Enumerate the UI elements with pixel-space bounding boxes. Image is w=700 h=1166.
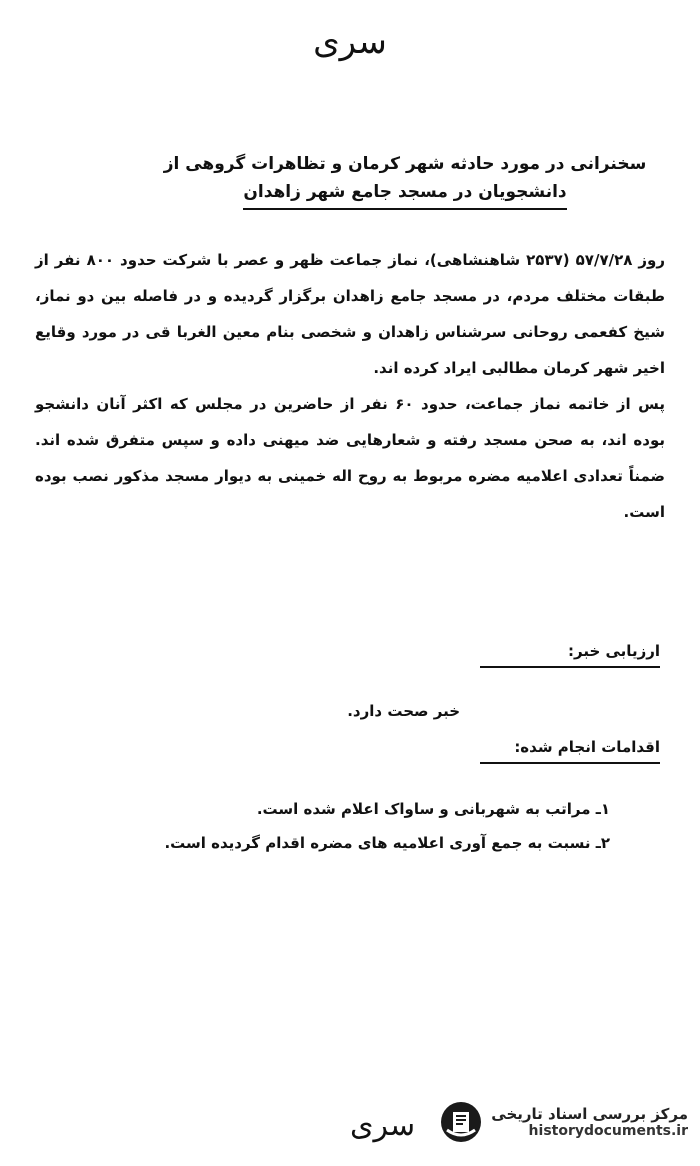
watermark <box>439 1100 688 1144</box>
classification-bottom: سری <box>350 1108 416 1143</box>
action-item: ۲ـ نسبت به جمع آوری اعلامیه های مضره اقدام گردیده است. <box>164 834 610 852</box>
action-item: ۱ـ مراتب به شهربانی و ساواک اعلام شده است. <box>256 800 610 818</box>
actions-label: اقدامات انجام شده: <box>480 738 660 764</box>
evaluation-label: ارزیابی خبر: <box>480 642 660 668</box>
watermark-url: historydocuments.ir <box>528 1123 688 1139</box>
report-body <box>35 242 665 530</box>
heading-line-1: سخنرانی در مورد حادثه شهر کرمان و تظاهرات گروهی از <box>163 154 647 174</box>
report-paragraph-2: پس از خاتمه نماز جماعت، حدود ۶۰ نفر از حاضرین در مجلس که اکثر آنان دانشجو بوده اند، به صحن مسجد رفته و شعارهایی ضد میهنی داده و سپس متفرق شده اند. ضمناً تعدادی اعلامیه مضره مربوط به روح اله خمینی به دیوار مسجد مذکور نصب بوده است. <box>35 395 665 521</box>
document-heading <box>150 150 660 210</box>
evaluation-value: خبر صحت دارد. <box>347 702 460 720</box>
archive-logo-icon <box>439 1100 483 1144</box>
heading-line-2: دانشجویان در مسجد جامع شهر زاهدان <box>243 178 566 210</box>
classification-top: سری <box>313 22 387 62</box>
report-paragraph-1: روز ۵۷/۷/۲۸ (۲۵۳۷ شاهنشاهی)، نماز جماعت ظهر و عصر با شرکت حدود ۸۰۰ نفر از طبقات مختلف مردم، در مسجد جامع زاهدان برگزار گردیده و در فاصله بین دو نماز، شیخ کفعمی روحانی سرشناس زاهدان و شخصی بنام معین الغربا قی در مورد وقایع اخیر شهر کرمان مطالبی ایراد کرده اند. <box>35 251 665 377</box>
actions-list <box>100 792 660 860</box>
watermark-title: مرکز بررسی اسناد تاریخی <box>491 1105 688 1123</box>
